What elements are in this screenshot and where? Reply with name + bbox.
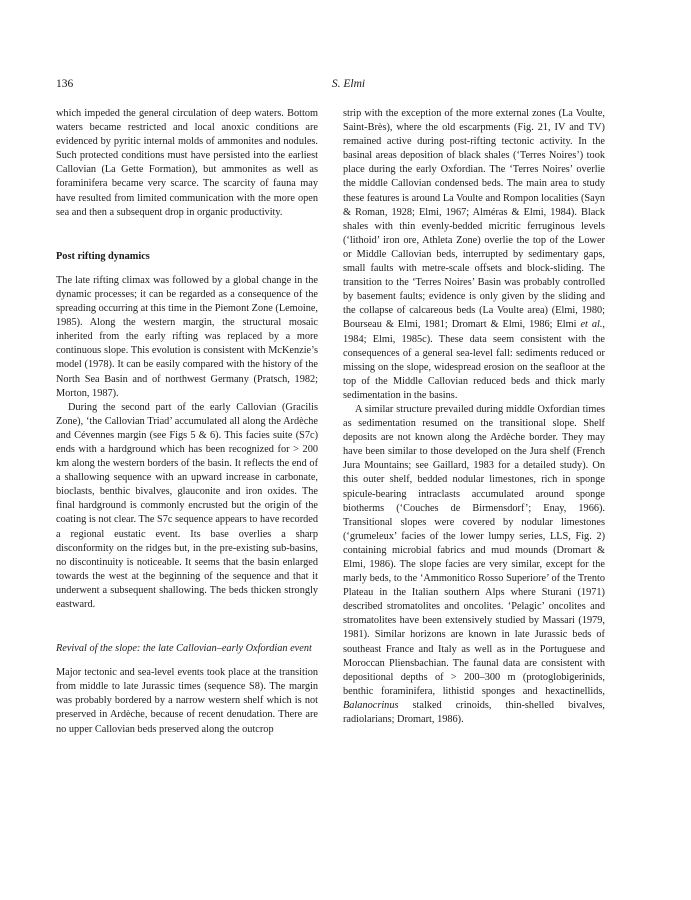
paragraph: During the second part of the early Callovian (Gracilis Zone), ‘the Callovian Triad’ accumulated all along the Ardèche and Cévennes margin (see Figs 5 & 6). This facies suite (S7c) ends with a hardground which has been recognized for > 200 km along the western borders of the basin. It reflects the end of a shallowing sequence with an upward increase in carbonate, bioclasts, benthic bivalves, glauconite and iron oxides. The final hardground is commonly encrusted but the origin of the coating is not clear. The S7c sequence appears to have recorded a regional eustatic event. Its base overlies a sharp disconformity on the ridges but, in the pre-existing sub-basins, no discontinuity is noticeable. It seems that the basin enlarged towards the west at the beginning of the sequence and that it underwent a subsequent shallowing. The beds thicken strongly eastward. <box>56 401 318 610</box>
section-heading: Post rifting dynamics <box>56 250 150 262</box>
text-run: A similar structure prevailed during middle Oxfordian times as sedimentation resumed on the transitional slope. Shelf deposits are not known along the Ardèche border. They may have been similar to those developed on the Jura shelf (French Jura Mountains; see Gaillard, 1983 for a detailed study). On this outer shelf, bedded nodular limestones, rich in sponge spicule-bearing intraclasts accumulated around sponge biotherms (‘Couches de Birmensdorf’; Enay, 1966). Transitional slopes were covered by nodular limestones (‘grumeleux’ facies of the lower lumpy series, LLS, Fig. 2) containing microbial fabrics and mud mounds (Dromart & Elmi, 1986). The slope facies are very similar, except for the marly beds, to the ‘Ammonitico Rosso Superiore’ of the Trento Plateau in the Italian southern Alps where Sturani (1971) described stromatolites and oncolites. ‘Pelagic’ oncolites and stromatolites have been extensively studied by Massari (1979, 1981). Similar horizons are known in late Jurassic beds of southeast France and Italy as well as in the Portuguese and Moroccan Pliensbachian. The faunal data are consistent with depositional depths of > 200–300 m (protoglobigerinids, benthic foraminifera, lithistid sponges and hexactinellids, <box>343 403 605 697</box>
italic-text: et al. <box>580 319 603 331</box>
intro-paragraph: which impeded the general circulation of deep waters. Bottom waters became restricted and local anoxic conditions are evidenced by pyritic internal molds of ammonites and nodules. Such protected conditions must have persisted into the earliest Callovian (La Gette Formation), but ammonites as well as foraminifera became very scarce. The scarcity of fauna may have resulted from limited communication with the more open sea and then a subsequent drop in organic productivity. <box>56 108 318 218</box>
text-run: strip with the exception of the more external zones (La Voulte, Saint-Brès), where the old escarpments (Fig. 21, IV and TV) remained active during post-rifting tectonic activity. In the basinal areas deposition of black shales (‘Terres Noires’) took place during the early Oxfordian. The ‘Terres Noires’ overlie the middle Callovian condensed beds. The main area to study these features is around La Voulte and Rompon localities (Sayn & Roman, 1928; Elmi, 1967; Alméras & Elmi, 1984). Black shales with thin evenly-bedded micritic ferruginous levels (‘lithoid’ iron ore, Athleta Zone) overlie the top of the Lower or Middle Callovian beds, interrupted by sedimentary gaps, small faults with metre-scale offsets and block-sliding. The transition to the ‘Terres Noires’ Basin was probably controlled by basement faults; evidence is only given by the sliding and the collapse of calcareous beds (La Voulte area) (Elmi, 1980; Bourseau & Elmi, 1981; Dromart & Elmi, 1986; Elmi <box>343 108 605 331</box>
paragraph: The late rifting climax was followed by a global change in the dynamic processes; it can be regarded as a consequence of the spreading occurring at this time in the Piemont Zone (Lemoine, 1985). Along the western margin, the structural mosaic inherited from the early rifting was replaced by a more continuous slope. This evolution is consistent with McKenzie’s model (1978). It can be easily compared with the history of the North Sea Basin and of northwest Germany (Pratsch, 1982; Morton, 1987). <box>56 274 318 399</box>
paragraph <box>343 403 605 727</box>
paragraph <box>343 107 605 403</box>
italic-text: Balanocrinus <box>343 699 399 711</box>
text-run: , 1984; Elmi, 1985c). These data seem consistent with the consequences of a general sea-level fall: sediments reduced or missing on the slope, widespread erosion on the seafloor at the top of the Middle Callovian reduced beds and thick marly sedimentation in the basins. <box>343 319 605 401</box>
text-run: stalked crinoids, thin-shelled bivalves, radiolarians; Dromart, 1986). <box>343 699 605 726</box>
left-column <box>56 107 318 737</box>
right-column <box>343 107 605 727</box>
subsection-heading: Revival of the slope: the late Callovian–early Oxfordian event <box>56 643 312 655</box>
page-number: 136 <box>56 78 74 90</box>
page-header <box>56 78 641 94</box>
subsection-heading-block <box>56 642 318 656</box>
section-heading-block <box>56 250 318 264</box>
running-head: S. Elmi <box>331 78 366 90</box>
paragraph: Major tectonic and sea-level events took place at the transition from middle to late Jurassic times (sequence S8). The margin was probably bordered by a narrow western shelf which is not preserved in Ardèche, because of recent denudation. There are no upper Callovian beds preserved along the outcrop <box>56 667 318 735</box>
